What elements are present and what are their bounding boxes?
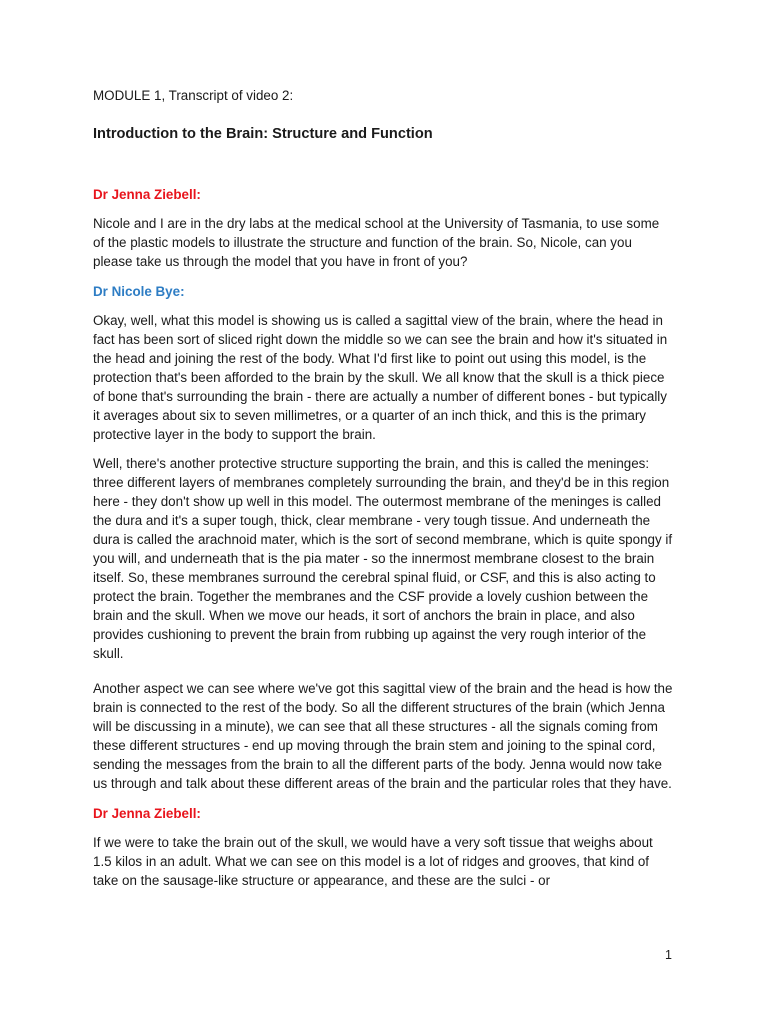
transcript-paragraph: If we were to take the brain out of the skull, we would have a very soft tissue that weighs about 1.5 kilos in an adult. What we can see on this model is a lot of ridges and grooves, that kind of take on the sausage-like structure or appearance, and these are the sulci - or (93, 835, 653, 888)
module-line: MODULE 1, Transcript of video 2: (93, 88, 294, 103)
speaker-label-nicole: Dr Nicole Bye: (93, 284, 185, 299)
transcript-paragraph: Okay, well, what this model is showing us is called a sagittal view of the brain, where the head in fact has been sort of sliced right down the middle so we can see the brain and how it's situated in the head and joining the rest of the body. What I'd first like to point out using this model, is the protection that's been afforded to the brain by the skull. We all know that the skull is a thick piece of bone that's surrounding the brain - there are actually a number of different bones - but typically it averages about six to seven millimetres, or a quarter of an inch thick, and this is the primary protective layer in the body to support the brain. (93, 313, 668, 442)
transcript-paragraph: Well, there's another protective structure supporting the brain, and this is called the meninges: three different layers of membranes completely surrounding the brain, and they'd be in this region here - they don't show up well in this model. The outermost membrane of the meninges is called the dura and it's a super tough, thick, clear membrane - very tough tissue. And underneath the dura is called the arachnoid mater, which is the sort of second membrane, which is quite spongy if you will, and underneath that is the pia mater - so the innermost membrane closest to the brain itself. So, these membranes surround the cerebral spinal fluid, or CSF, and this is also acting to protect the brain. Together the membranes and the CSF provide a lovely cushion between the brain and the skull. When we move our heads, it sort of anchors the brain in place, and also provides cushioning to prevent the brain from rubbing up against the very rough interior of the skull. (93, 456, 673, 661)
transcript-paragraph: Nicole and I are in the dry labs at the medical school at the University of Tasmania, to use some of the plastic models to illustrate the structure and function of the brain. So, Nicole, can you please take us through the model that you have in front of you? (93, 216, 660, 269)
speaker-label-jenna: Dr Jenna Ziebell: (93, 187, 201, 202)
transcript-paragraph: Another aspect we can see where we've got this sagittal view of the brain and the head is how the brain is connected to the rest of the body. So all the different structures of the brain (which Jenna will be discussing in a minute), we can see that all these structures - all the signals coming from these different structures - end up moving through the brain stem and joining to the spinal cord, sending the messages from the brain to all the different parts of the body. Jenna would now take us through and talk about these different areas of the brain and the particular roles that they have. (93, 681, 673, 791)
document-title: Introduction to the Brain: Structure and Function (93, 126, 433, 142)
speaker-label-jenna: Dr Jenna Ziebell: (93, 806, 201, 821)
page-number: 1 (665, 948, 672, 962)
document-body (93, 86, 673, 900)
